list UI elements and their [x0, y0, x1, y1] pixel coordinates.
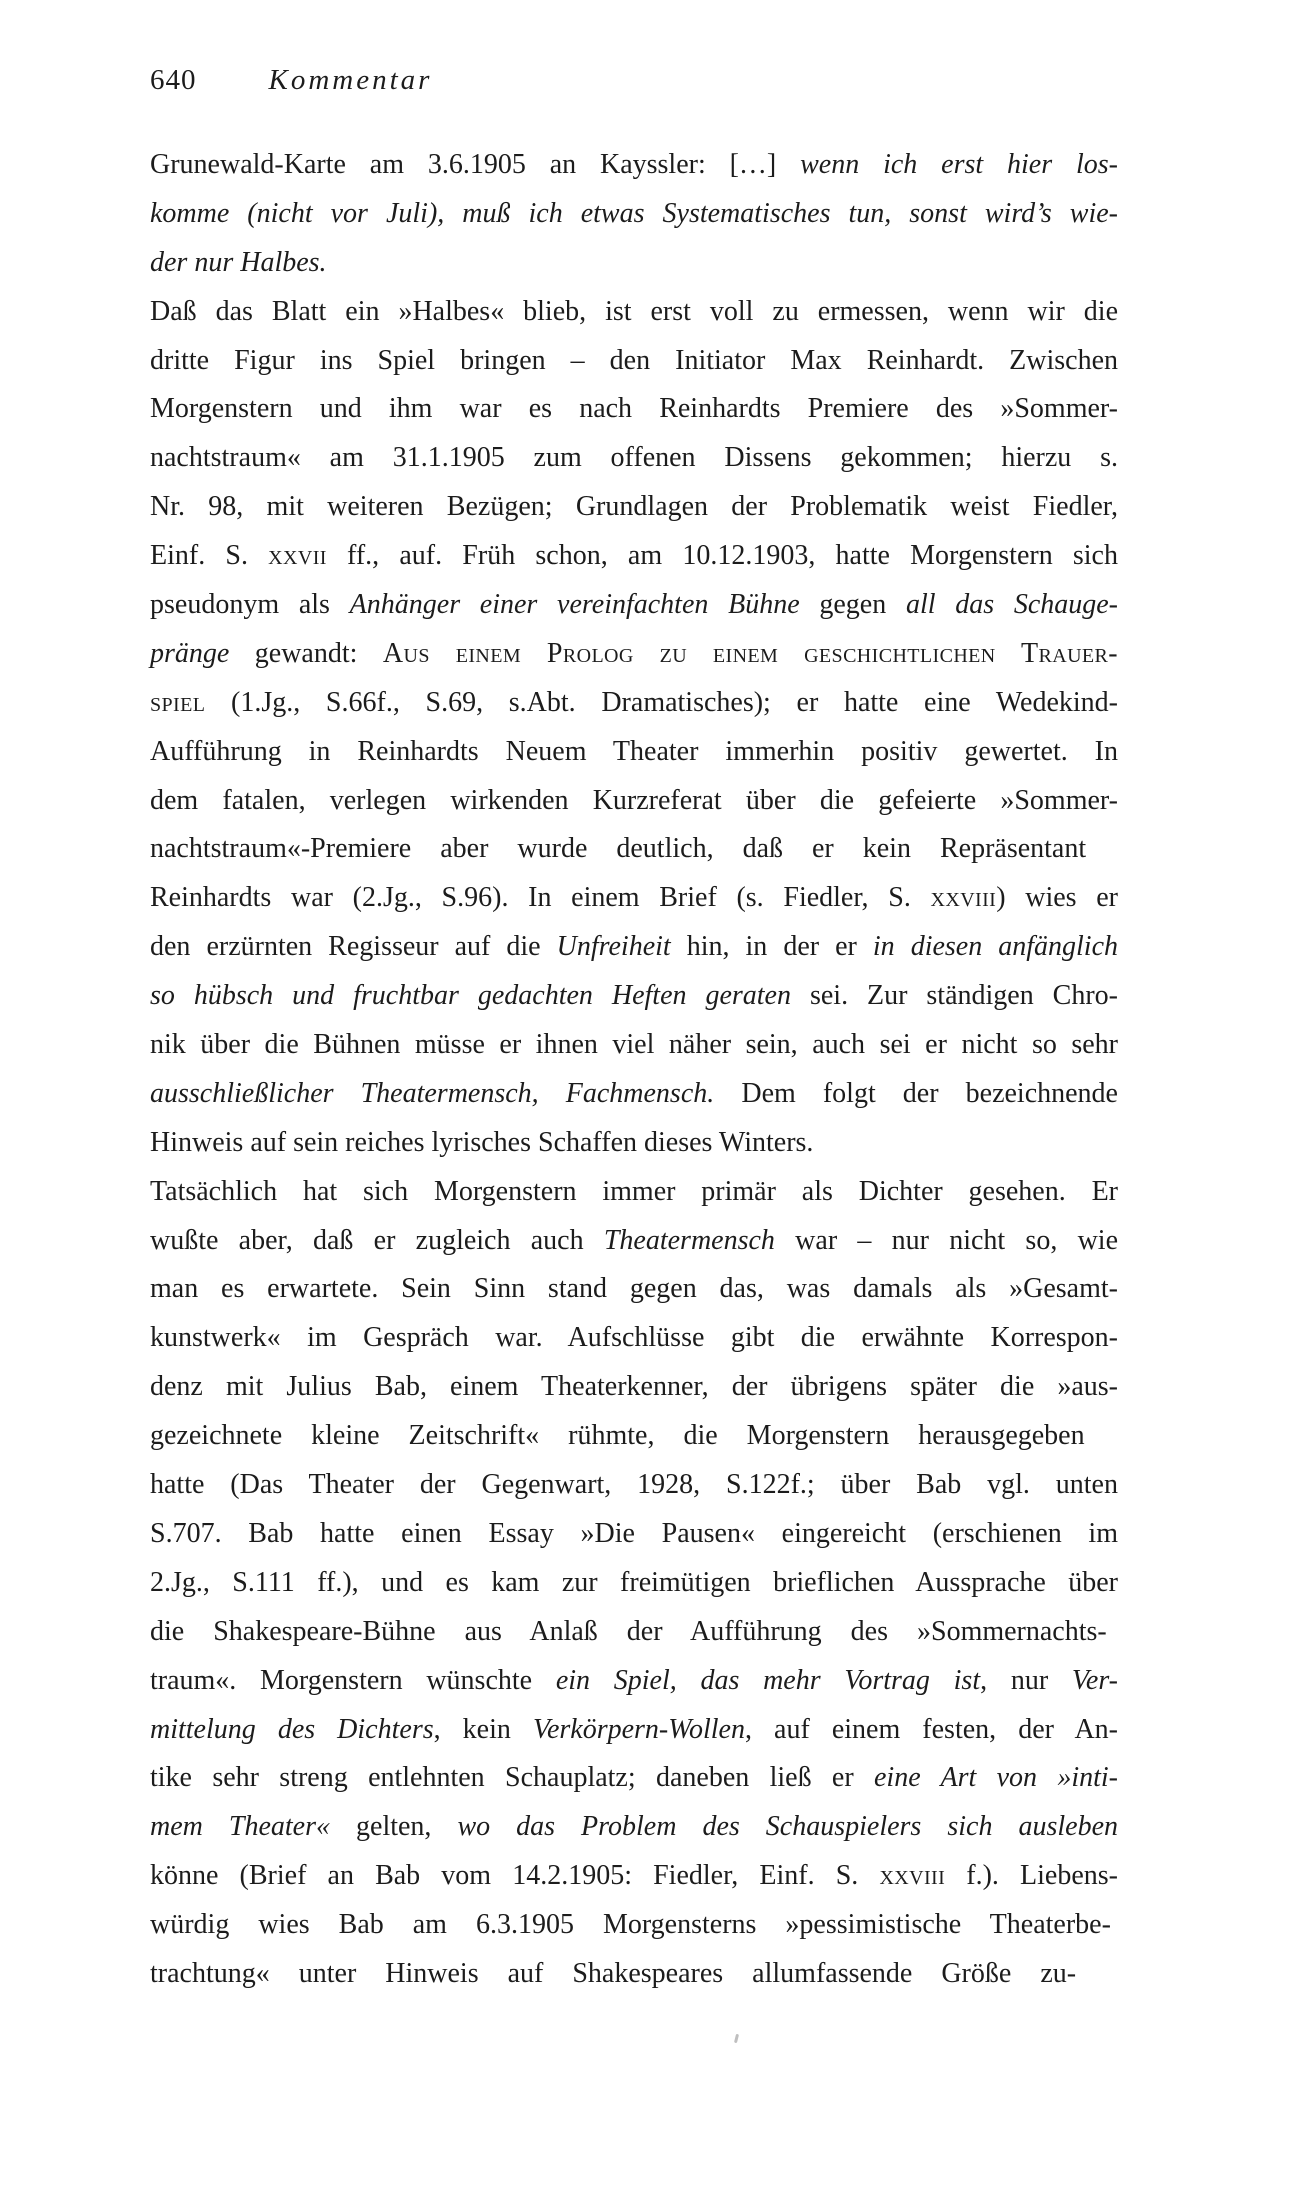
- text-line: [150, 1412, 1118, 1461]
- italic-run: Verkörpern-Wollen: [532, 1713, 745, 1745]
- page-number: 640: [150, 64, 197, 96]
- text-line: [150, 1510, 1118, 1559]
- page-header: [150, 64, 1118, 97]
- roman-run: Hinweis auf sein reiches lyrisches Schaffen dieses Winters.: [150, 1126, 814, 1158]
- roman-run: gegen: [799, 589, 906, 621]
- roman-run: sei. Zur ständigen Chro-: [791, 980, 1119, 1012]
- text-line: [150, 874, 1118, 923]
- text-line-runs: [150, 1706, 1118, 1755]
- text-line-runs: [150, 1510, 1118, 1559]
- text-line: [150, 1070, 1118, 1119]
- text-line-runs: [150, 532, 1118, 581]
- roman-run: dem fatalen, verlegen wirkenden Kurzreferat über die gefeierte »Sommer-: [150, 784, 1118, 816]
- text-line: [150, 728, 1118, 777]
- roman-run: Nr. 98, mit weiteren Bezügen; Grundlagen der Problematik weist Fiedler,: [150, 491, 1118, 523]
- italic-run: all das Schauge-: [905, 589, 1119, 621]
- text-line: [150, 337, 1118, 386]
- italic-run: mittelung des Dichters: [150, 1713, 434, 1745]
- roman-run: denz mit Julius Bab, einem Theaterkenner, der übrigens später die »aus-: [150, 1371, 1118, 1403]
- text-line: [150, 1852, 1118, 1901]
- text-line: [150, 1217, 1118, 1266]
- roman-run: Daß das Blatt ein »Halbes« blieb, ist erst voll zu ermessen, wenn wir die: [150, 295, 1118, 327]
- text-line-runs: [150, 1657, 1118, 1706]
- text-line: [150, 532, 1118, 581]
- text-line-runs: [150, 239, 327, 288]
- text-line: [150, 1608, 1118, 1657]
- roman-run: war – nur nicht so, wie: [774, 1224, 1118, 1256]
- text-line: [150, 1950, 1118, 1999]
- roman-run: wußte aber, daß er zugleich auch: [150, 1224, 604, 1256]
- text-line-runs: [150, 777, 1118, 826]
- text-line-runs: [150, 1754, 1118, 1803]
- text-line-runs: [150, 1070, 1118, 1119]
- italic-run: ausschließlicher Theatermensch, Fachmensch.: [150, 1077, 715, 1109]
- roman-run: Grunewald-Karte am 3.6.1905 an Kayssler: […]: [150, 149, 801, 180]
- text-line: [150, 1657, 1118, 1706]
- smallcaps-run: spiel: [150, 686, 206, 718]
- roman-run: hatte (Das Theater der Gegenwart, 1928, S.122f.; über Bab vgl. unten: [150, 1469, 1118, 1501]
- text-line: [150, 385, 1118, 434]
- text-line-runs: [150, 385, 1118, 434]
- text-line-runs: [150, 1265, 1118, 1314]
- text-line-runs: [150, 728, 1118, 777]
- italic-run: komme (nicht vor Juli), muß ich etwas Systematisches tun, sonst wird’s wie-: [150, 197, 1118, 229]
- roman-run: ) wies er: [996, 882, 1119, 914]
- text-line-runs: [150, 434, 1118, 483]
- roman-run: Reinhardts war (2.Jg., S.96). In einem Brief (s. Fiedler, S.: [150, 882, 931, 914]
- scan-artifact: [734, 2034, 739, 2043]
- roman-run: pseudonym als: [150, 589, 350, 621]
- roman-run: gewandt:: [229, 637, 383, 669]
- text-line: [150, 239, 1118, 288]
- smallcaps-run: xxviii: [879, 1860, 946, 1892]
- roman-run: gelten,: [330, 1811, 458, 1843]
- roman-run: hin, in der er: [670, 931, 873, 963]
- roman-run: gezeichnete kleine Zeitschrift« rühmte, die Morgenstern herausgegeben: [150, 1420, 1085, 1452]
- text-line: [150, 777, 1118, 826]
- italic-run: wo das Problem des Schauspielers sich ausleben: [457, 1811, 1118, 1843]
- text-line: [150, 288, 1118, 337]
- text-line: [150, 483, 1118, 532]
- text-line-runs: [150, 141, 1118, 190]
- text-line-runs: [150, 1363, 1118, 1412]
- text-line-runs: [150, 288, 1118, 337]
- italic-run: Ver-: [1071, 1664, 1118, 1696]
- text-line-runs: [150, 1608, 1107, 1657]
- text-line-runs: [150, 1852, 1118, 1901]
- roman-run: S.707. Bab hatte einen Essay »Die Pausen« eingereicht (erschienen im: [150, 1517, 1118, 1549]
- italic-run: ein Spiel, das mehr Vortrag ist: [555, 1664, 981, 1696]
- roman-run: f.). Liebens-: [945, 1860, 1119, 1892]
- roman-run: , nur: [980, 1664, 1072, 1696]
- italic-run: der nur Halbes.: [150, 246, 327, 278]
- smallcaps-run: Aus einem Prolog zu einem geschichtlichen Trauer-: [382, 637, 1118, 669]
- smallcaps-run: xxviii: [930, 882, 997, 914]
- text-line-runs: [150, 1021, 1118, 1070]
- text-line: [150, 1119, 1118, 1168]
- text-line-runs: [150, 923, 1118, 972]
- roman-run: kunstwerk« im Gespräch war. Aufschlüsse gibt die erwähnte Korrespon-: [150, 1322, 1118, 1354]
- roman-run: nik über die Bühnen müsse er ihnen viel näher sein, auch sei er nicht so sehr: [150, 1029, 1118, 1061]
- roman-run: Tatsächlich hat sich Morgenstern immer primär als Dichter gesehen. Er: [150, 1175, 1118, 1207]
- text-line-runs: [150, 1119, 813, 1168]
- text-line: [150, 630, 1118, 679]
- italic-run: so hübsch und fruchtbar gedachten Heften geraten: [150, 980, 791, 1012]
- text-line: [150, 679, 1118, 728]
- text-line-runs: [150, 1901, 1111, 1950]
- text-line-runs: [150, 1314, 1118, 1363]
- roman-run: , kein: [433, 1713, 533, 1745]
- text-line: [150, 1314, 1118, 1363]
- roman-run: nachtstraum«-Premiere aber wurde deutlich, daß er kein Repräsentant: [150, 833, 1087, 865]
- italic-run: mem Theater«: [150, 1811, 330, 1843]
- text-block: [150, 141, 1118, 1999]
- text-line-runs: [150, 1412, 1085, 1461]
- text-line: [150, 1363, 1118, 1412]
- text-line-runs: [150, 1803, 1118, 1852]
- roman-run: , auf einem festen, der An-: [744, 1713, 1118, 1745]
- text-line-runs: [150, 337, 1118, 386]
- running-head: Kommentar: [268, 64, 433, 96]
- text-line: [150, 1754, 1118, 1803]
- text-line: [150, 923, 1118, 972]
- roman-run: man es erwartete. Sein Sinn stand gegen das, was damals als »Gesamt-: [150, 1273, 1118, 1305]
- roman-run: traum«. Morgenstern wünschte: [150, 1664, 556, 1696]
- roman-run: 2.Jg., S.111 ff.), und es kam zur freimütigen brieflichen Aussprache über: [150, 1566, 1118, 1598]
- text-line: [150, 1901, 1118, 1950]
- roman-run: tike sehr streng entlehnten Schauplatz; daneben ließ er: [150, 1762, 874, 1794]
- text-line-runs: [150, 874, 1118, 923]
- roman-run: Dem folgt der bezeichnende: [714, 1077, 1118, 1109]
- text-line-runs: [150, 190, 1118, 239]
- roman-run: ff., auf. Früh schon, am 10.12.1903, hatte Morgenstern sich: [326, 540, 1118, 572]
- text-line-runs: [150, 483, 1118, 532]
- text-line: [150, 1706, 1118, 1755]
- text-line-runs: [150, 630, 1118, 679]
- text-line: [150, 141, 1118, 190]
- italic-run: Anhänger einer vereinfachten Bühne: [349, 589, 800, 621]
- italic-run: Unfreiheit: [556, 931, 671, 963]
- text-line: [150, 1168, 1118, 1217]
- italic-run: eine Art von »inti-: [874, 1762, 1118, 1794]
- roman-run: trachtung« unter Hinweis auf Shakespeares allumfassende Größe zu-: [150, 1957, 1077, 1989]
- text-line: [150, 972, 1118, 1021]
- text-line: [150, 825, 1118, 874]
- text-line: [150, 434, 1118, 483]
- text-line-runs: [150, 1559, 1118, 1608]
- roman-run: würdig wies Bab am 6.3.1905 Morgensterns »pessimistische Theaterbe-: [150, 1909, 1111, 1941]
- italic-run: wenn ich erst hier los-: [800, 149, 1118, 180]
- roman-run: Aufführung in Reinhardts Neuem Theater immerhin positiv gewertet. In: [150, 735, 1118, 767]
- text-line-runs: [150, 679, 1118, 728]
- roman-run: dritte Figur ins Spiel bringen – den Initiator Max Reinhardt. Zwischen: [150, 344, 1118, 376]
- smallcaps-run: xxvii: [268, 540, 327, 572]
- italic-run: in diesen anfänglich: [872, 931, 1119, 963]
- text-line: [150, 1461, 1118, 1510]
- text-line-runs: [150, 581, 1118, 630]
- roman-run: den erzürnten Regisseur auf die: [150, 931, 557, 963]
- text-line-runs: [150, 1168, 1118, 1217]
- text-line: [150, 1559, 1118, 1608]
- roman-run: Einf. S.: [150, 540, 269, 572]
- roman-run: die Shakespeare-Bühne aus Anlaß der Aufführung des »Sommernachts-: [150, 1615, 1107, 1647]
- text-line: [150, 1021, 1118, 1070]
- text-line-runs: [150, 825, 1086, 874]
- roman-run: Morgenstern und ihm war es nach Reinhardts Premiere des »Sommer-: [150, 393, 1118, 425]
- text-line-runs: [150, 1950, 1076, 1999]
- text-line: [150, 1265, 1118, 1314]
- roman-run: (1.Jg., S.66f., S.69, s.Abt. Dramatisches); er hatte eine Wedekind-: [205, 686, 1118, 718]
- text-line: [150, 581, 1118, 630]
- text-line-runs: [150, 972, 1118, 1021]
- roman-run: nachtstraum« am 31.1.1905 zum offenen Dissens gekommen; hierzu s.: [150, 442, 1118, 474]
- text-line: [150, 190, 1118, 239]
- roman-run: könne (Brief an Bab vom 14.2.1905: Fiedler, Einf. S.: [150, 1860, 880, 1892]
- italic-run: Theatermensch: [603, 1224, 775, 1256]
- italic-run: pränge: [150, 637, 230, 669]
- text-line-runs: [150, 1217, 1118, 1266]
- text-line: [150, 1803, 1118, 1852]
- text-line-runs: [150, 1461, 1118, 1510]
